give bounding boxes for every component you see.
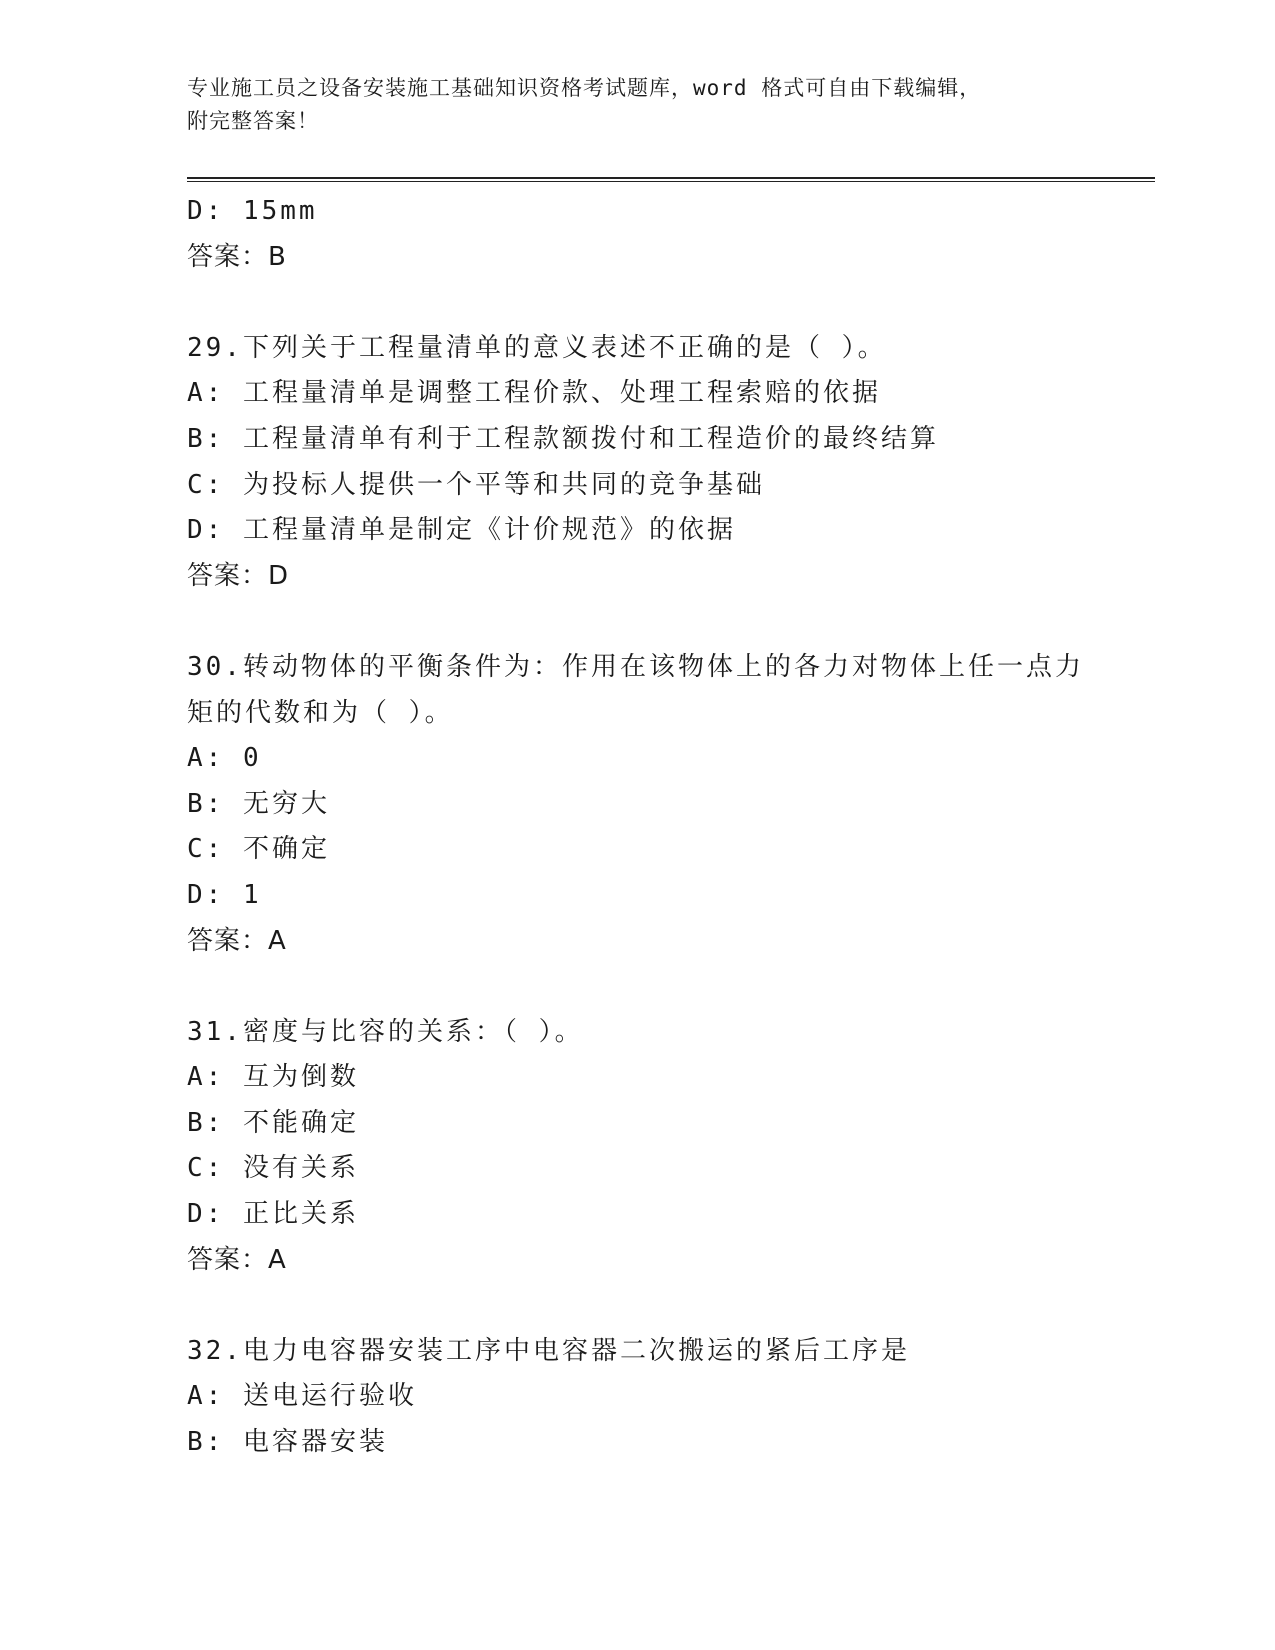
option-c: C: 没有关系 — [187, 1153, 359, 1184]
question-stem-continued: 矩的代数和为（ ）。 — [187, 697, 454, 728]
option-a: A: 工程量清单是调整工程价款、处理工程索赔的依据 — [187, 378, 881, 409]
option-a: A: 互为倒数 — [187, 1062, 359, 1093]
option-d: D: 正比关系 — [187, 1199, 359, 1230]
answer-line: 答案：D — [187, 560, 290, 591]
question-stem: 31.密度与比容的关系：（ ）。 — [187, 1016, 584, 1047]
question-29 — [187, 326, 1147, 600]
option-b: B: 无穷大 — [187, 788, 330, 819]
option-d: D: 1 — [187, 879, 262, 910]
option-d: D: 工程量清单是制定《计价规范》的依据 — [187, 515, 736, 546]
spacer — [187, 599, 1147, 645]
header-line-1: 专业施工员之设备安装施工基础知识资格考试题库，word 格式可自由下载编辑， — [187, 76, 982, 100]
answer-line: 答案：A — [187, 925, 287, 956]
question-32 — [187, 1329, 1147, 1466]
document-header — [187, 72, 1087, 138]
question-stem: 30.转动物体的平衡条件为：作用在该物体上的各力对物体上任一点力 — [187, 651, 1084, 682]
answer-line: 答案：B — [187, 241, 287, 272]
question-30 — [187, 645, 1147, 964]
question-31 — [187, 1010, 1147, 1284]
option-c: C: 为投标人提供一个平等和共同的竞争基础 — [187, 469, 765, 500]
question-stem: 32.电力电容器安装工序中电容器二次搬运的紧后工序是 — [187, 1335, 910, 1366]
spacer — [187, 280, 1147, 326]
option-b: B: 工程量清单有利于工程款额拨付和工程造价的最终结算 — [187, 423, 939, 454]
option-b: B: 电容器安装 — [187, 1427, 388, 1458]
spacer — [187, 964, 1147, 1010]
option-a: A: 送电运行验收 — [187, 1381, 417, 1412]
answer-line: 答案：A — [187, 1244, 287, 1275]
option-d: D: 15mm — [187, 196, 318, 226]
option-b: B: 不能确定 — [187, 1107, 359, 1138]
option-c: C: 不确定 — [187, 834, 330, 865]
question-stem: 29.下列关于工程量清单的意义表述不正确的是（ ）。 — [187, 332, 887, 363]
spacer — [187, 1283, 1147, 1329]
header-line-2: 附完整答案！ — [187, 109, 319, 133]
question-list — [187, 189, 1147, 1466]
option-a: A: 0 — [187, 743, 262, 774]
header-divider — [187, 177, 1155, 182]
question-28-tail — [187, 189, 1147, 280]
